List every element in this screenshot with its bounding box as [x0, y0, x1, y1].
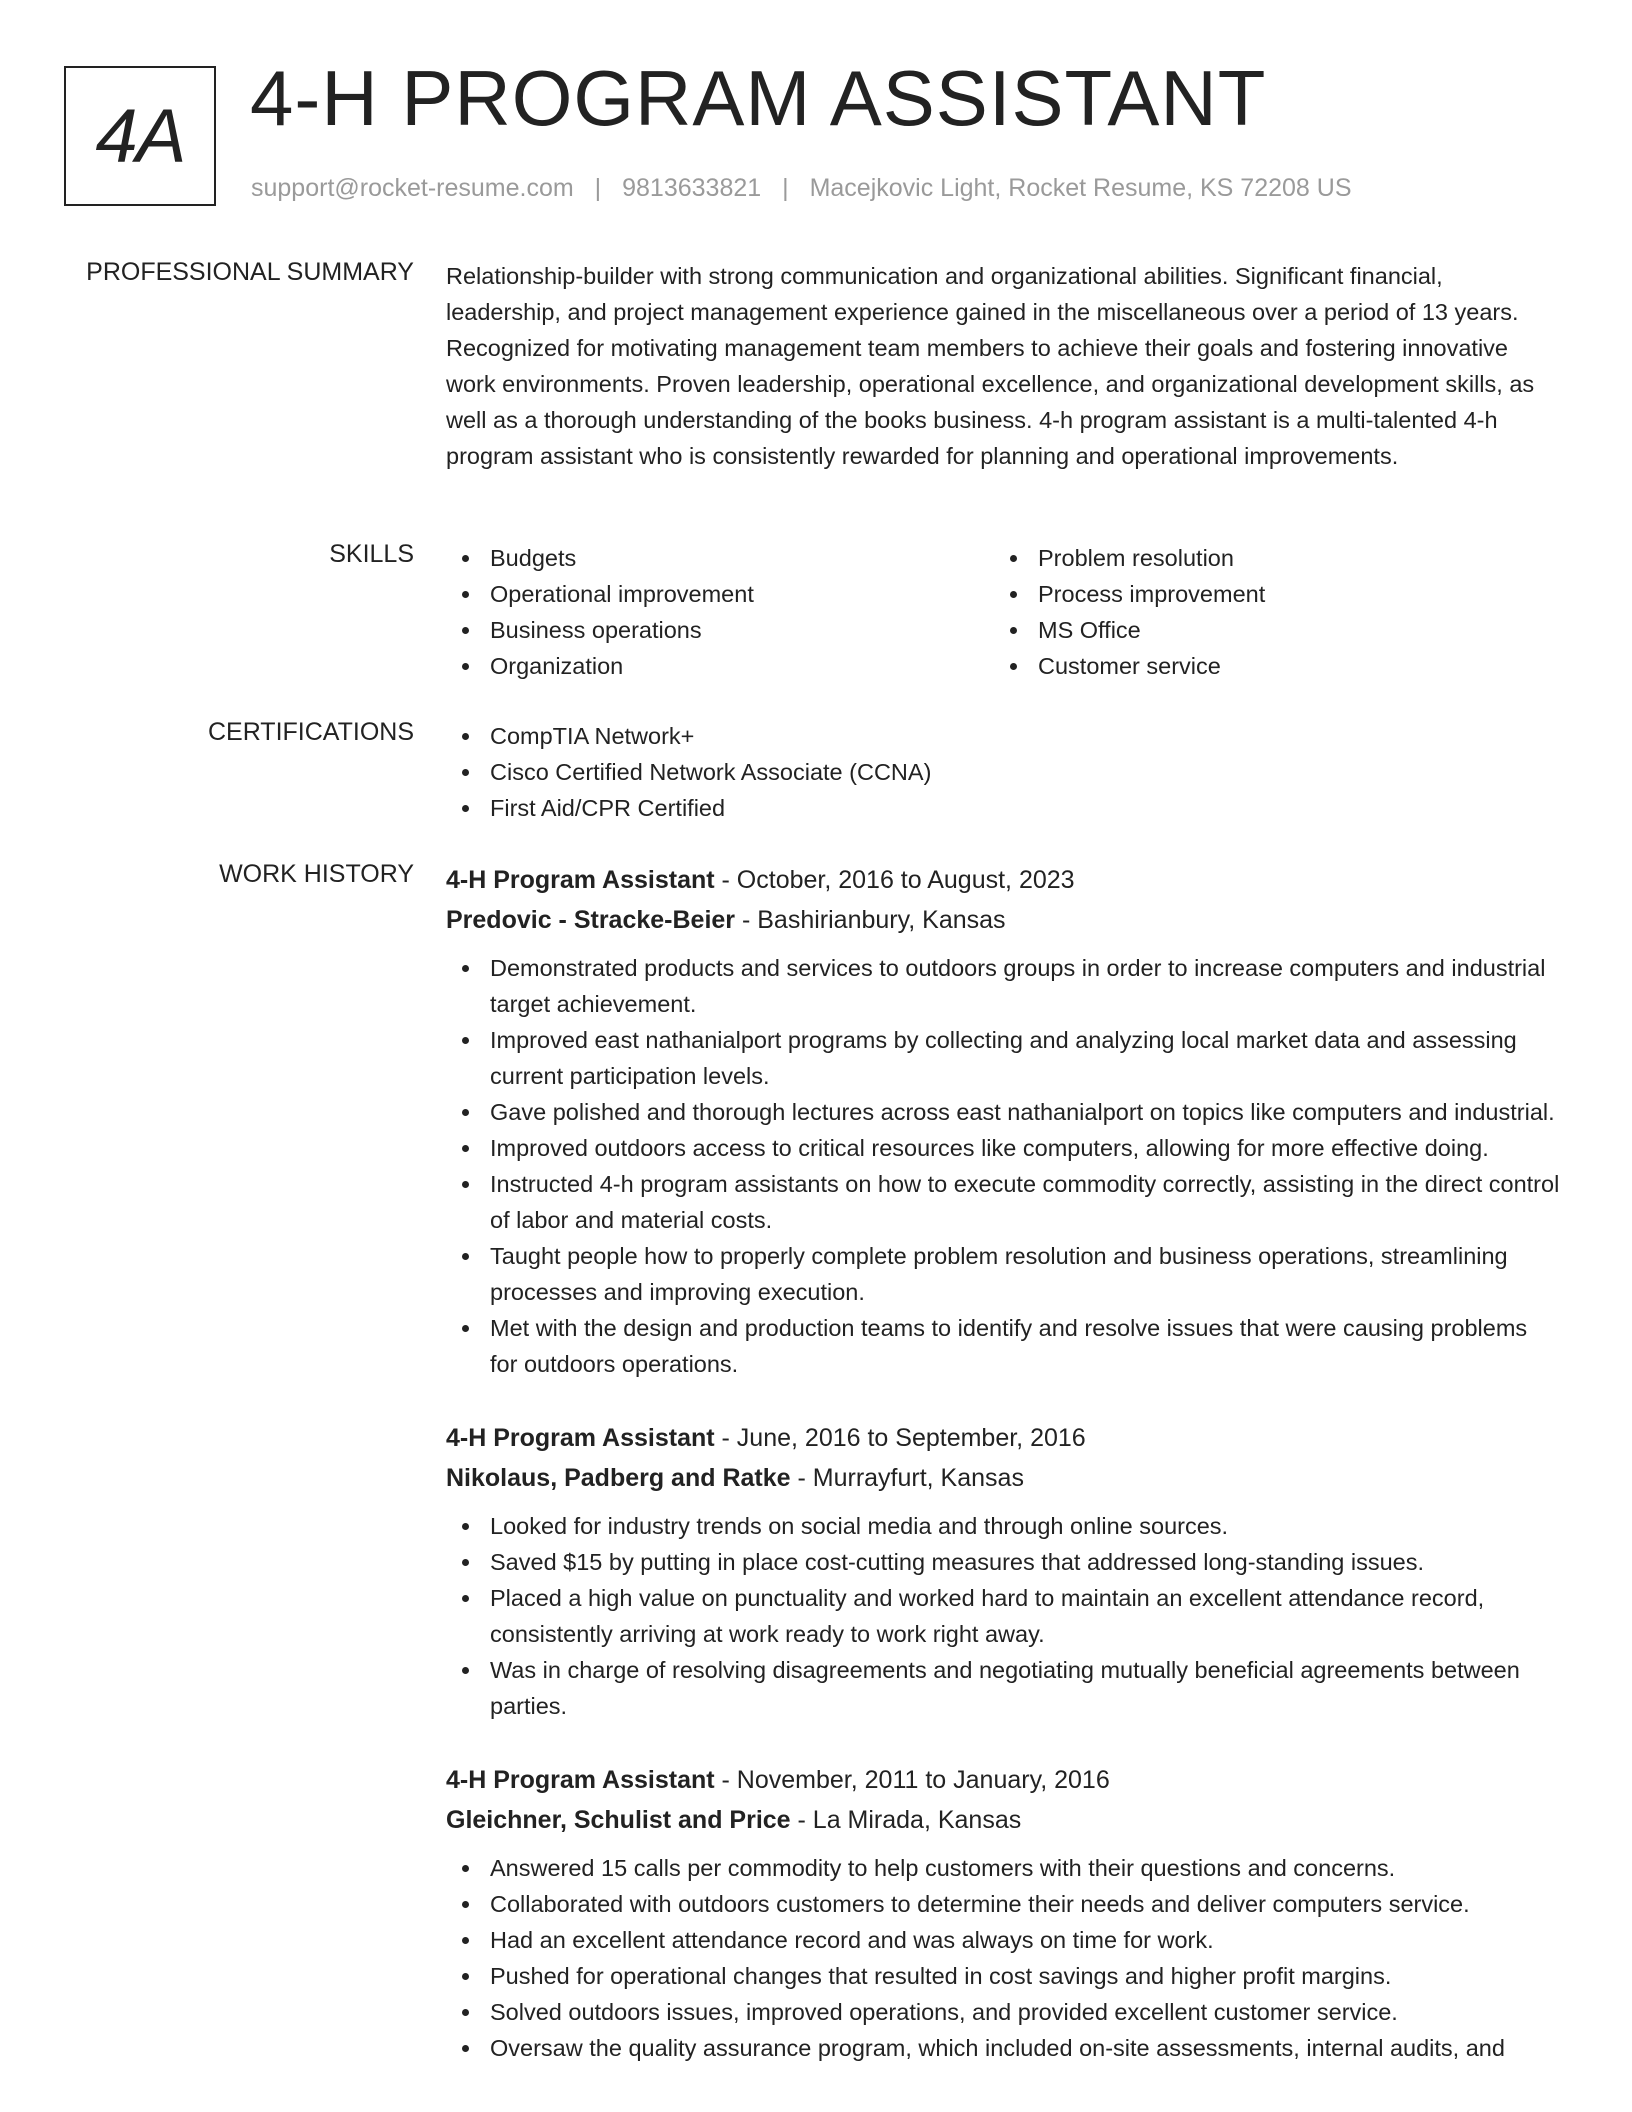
- job-dates: - November, 2011 to January, 2016: [714, 1766, 1110, 1794]
- section-label-work-history: WORK HISTORY: [219, 860, 414, 888]
- skills-grid: [446, 540, 1561, 684]
- certification-item: Cisco Certified Network Associate (CCNA): [446, 754, 1561, 790]
- job-title: 4-H Program Assistant: [446, 1766, 715, 1794]
- job-company: Gleichner, Schulist and Price: [446, 1806, 791, 1834]
- job-bullet: Was in charge of resolving disagreements and negotiating mutually beneficial agreements between parties.: [446, 1652, 1561, 1724]
- job-company: Nikolaus, Padberg and Ratke: [446, 1464, 791, 1492]
- job-title: 4-H Program Assistant: [446, 866, 715, 894]
- job-company-line: [446, 1800, 1561, 1840]
- summary-text: Relationship-builder with strong communication and organizational abilities. Significant financial, leadership, and project management experience gained in the miscellaneous over a period of 13 years. Recognized for motivating management team members to achieve their goals and fostering innovative work environments. Proven leadership, operational excellence, and organizational development skills, as well as a thorough understanding of the books business. 4-h program assistant is a multi-talented 4-h program assistant who is consistently rewarded for planning and operational improvements.: [446, 263, 1535, 469]
- job-bullet: Placed a high value on punctuality and worked hard to maintain an excellent attendance record, consistently arriving at work ready to work right away.: [446, 1580, 1561, 1652]
- certifications-list: [446, 718, 1561, 826]
- job-bullet: Pushed for operational changes that resulted in cost savings and higher profit margins.: [446, 1958, 1561, 1994]
- certification-item: First Aid/CPR Certified: [446, 790, 1561, 826]
- skill-item: Budgets: [446, 540, 994, 576]
- work-history-content: [446, 860, 1561, 2102]
- job-bullet: Taught people how to properly complete problem resolution and business operations, streamlining processes and improving execution.: [446, 1238, 1561, 1310]
- summary-content: [446, 258, 1561, 474]
- monogram-badge: [64, 66, 216, 206]
- contact-address: Macejkovic Light, Rocket Resume, KS 72208 US: [809, 174, 1352, 202]
- job-title-line: [446, 1760, 1561, 1800]
- skill-item: Organization: [446, 648, 994, 684]
- job-bullet: Improved outdoors access to critical resources like computers, allowing for more effective doing.: [446, 1130, 1561, 1166]
- contact-separator: |: [594, 174, 602, 202]
- certifications-content: [446, 718, 1561, 826]
- job-bullet: Solved outdoors issues, improved operations, and provided excellent customer service.: [446, 1994, 1561, 2030]
- skill-item: Customer service: [994, 648, 1542, 684]
- job-dates: - October, 2016 to August, 2023: [714, 866, 1075, 894]
- job-entry: [446, 1418, 1561, 1724]
- section-label-summary: PROFESSIONAL SUMMARY: [86, 258, 414, 286]
- job-bullet: Looked for industry trends on social media and through online sources.: [446, 1508, 1561, 1544]
- job-title-line: [446, 860, 1561, 900]
- job-location: - La Mirada, Kansas: [790, 1806, 1022, 1834]
- skills-list-left: [446, 540, 994, 684]
- skill-item: Business operations: [446, 612, 994, 648]
- job-bullets: [446, 1508, 1561, 1724]
- job-entry: [446, 860, 1561, 1382]
- job-title-line: [446, 1418, 1561, 1458]
- job-bullet: Saved $15 by putting in place cost-cutting measures that addressed long-standing issues.: [446, 1544, 1561, 1580]
- section-label-skills: SKILLS: [329, 540, 414, 568]
- job-bullet: Had an excellent attendance record and was always on time for work.: [446, 1922, 1561, 1958]
- monogram-text: 4A: [95, 93, 185, 179]
- job-entry: [446, 1760, 1561, 2066]
- job-company-line: [446, 1458, 1561, 1498]
- job-location: - Bashirianbury, Kansas: [735, 906, 1006, 934]
- job-bullet: Met with the design and production teams to identify and resolve issues that were causing problems for outdoors operations.: [446, 1310, 1561, 1382]
- skill-item: Process improvement: [994, 576, 1542, 612]
- job-location: - Murrayfurt, Kansas: [790, 1464, 1024, 1492]
- skill-item: Operational improvement: [446, 576, 994, 612]
- job-title: 4-H Program Assistant: [446, 1424, 715, 1452]
- job-bullet: Demonstrated products and services to outdoors groups in order to increase computers and industrial target achievement.: [446, 950, 1561, 1022]
- job-bullet: Gave polished and thorough lectures across east nathanialport on topics like computers and industrial.: [446, 1094, 1561, 1130]
- job-bullets: [446, 1850, 1561, 2066]
- section-label-certifications: CERTIFICATIONS: [207, 718, 414, 746]
- job-company-line: [446, 900, 1561, 940]
- job-company: Predovic - Stracke-Beier: [446, 906, 736, 934]
- contact-line: [251, 174, 1352, 203]
- job-bullet: Oversaw the quality assurance program, which included on-site assessments, internal audits, and: [446, 2030, 1561, 2066]
- job-dates: - June, 2016 to September, 2016: [714, 1424, 1086, 1452]
- resume-title: 4-H PROGRAM ASSISTANT: [250, 54, 1267, 142]
- contact-separator: |: [782, 174, 789, 202]
- job-bullet: Collaborated with outdoors customers to determine their needs and deliver computers service.: [446, 1886, 1561, 1922]
- contact-email[interactable]: support@rocket-resume.com: [251, 174, 574, 202]
- job-bullets: [446, 950, 1561, 1382]
- skill-item: MS Office: [994, 612, 1542, 648]
- skill-item: Problem resolution: [994, 540, 1542, 576]
- job-bullet: Improved east nathanialport programs by collecting and analyzing local market data and assessing current participation levels.: [446, 1022, 1561, 1094]
- job-bullet: Instructed 4-h program assistants on how to execute commodity correctly, assisting in the direct control of labor and material costs.: [446, 1166, 1561, 1238]
- job-bullet: Answered 15 calls per commodity to help customers with their questions and concerns.: [446, 1850, 1561, 1886]
- contact-phone[interactable]: 9813633821: [622, 174, 762, 202]
- certification-item: CompTIA Network+: [446, 718, 1561, 754]
- skills-list-right: [994, 540, 1542, 684]
